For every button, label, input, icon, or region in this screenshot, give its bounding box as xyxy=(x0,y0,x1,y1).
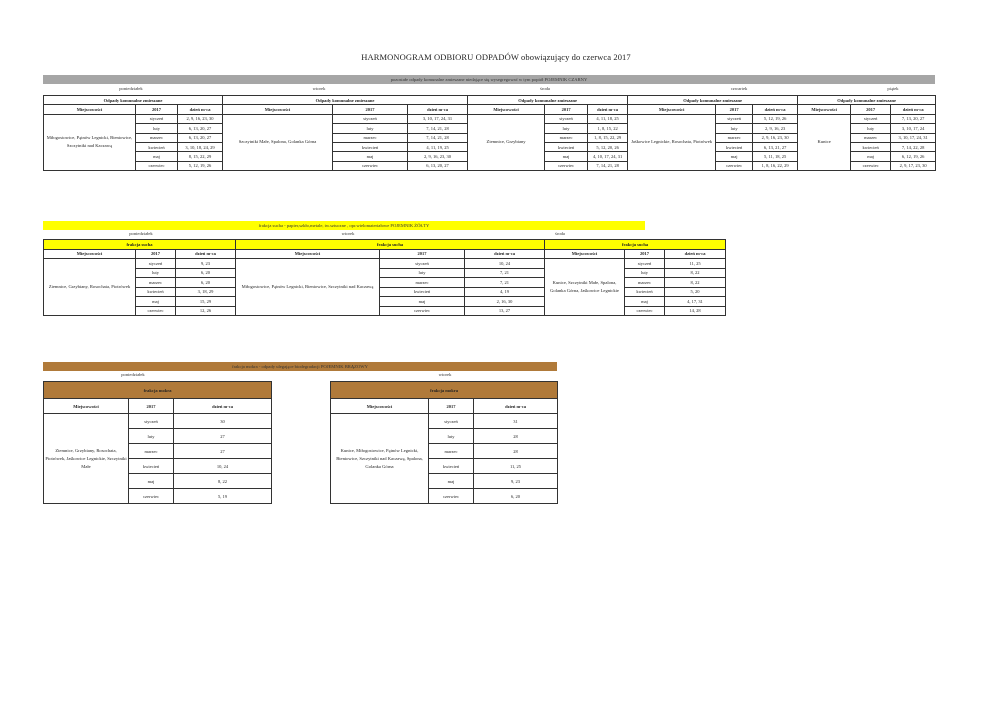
dates-cell: 11, 25 xyxy=(474,459,558,474)
day-label-tuesday: wtorek xyxy=(438,372,452,377)
month-cell: marzec xyxy=(136,278,176,288)
band-label: frakcja mokra xyxy=(44,382,272,399)
col-header-locations: Miejscowości xyxy=(798,105,851,114)
day-label-monday: poniedziałek xyxy=(129,231,153,236)
dates-cell: 9, 23 xyxy=(176,259,236,269)
col-header-locations: Miejscowości xyxy=(468,105,545,114)
col-header-year: 2017 xyxy=(851,105,891,114)
month-cell: luty xyxy=(545,124,588,133)
dates-cell: 5, 20 xyxy=(665,287,726,297)
month-cell: marzec xyxy=(625,278,665,288)
locations-cell: Kunice, Miłogostowice, Pątnów Legnicki, Bieniowice, Szczytniki nad Kaczawą, Spalona, Golanka Górna xyxy=(331,414,429,504)
wet-day-labels xyxy=(43,371,557,379)
month-cell: czerwiec xyxy=(136,161,178,170)
dates-cell: 6, 13, 21, 27 xyxy=(753,142,798,151)
dates-cell: 8, 15, 22, 29 xyxy=(178,152,223,161)
month-cell: kwiecień xyxy=(136,287,176,297)
dates-cell: 27 xyxy=(174,429,272,444)
dates-cell: 12, 26 xyxy=(176,306,236,316)
dates-cell: 7, 21 xyxy=(465,278,545,288)
wet-fraction-table-monday xyxy=(43,381,272,504)
col-header-locations: Miejscowości xyxy=(628,105,716,114)
dates-cell: 3, 10, 18, 24, 29 xyxy=(178,142,223,151)
col-header-locations: Miejscowości xyxy=(545,249,625,259)
day-label-wednesday: środa xyxy=(555,231,565,236)
col-header-year: 2017 xyxy=(136,249,176,259)
band-label: Odpady komunalne zmieszane xyxy=(798,96,936,105)
month-cell: kwiecień xyxy=(129,459,174,474)
month-cell: luty xyxy=(333,124,408,133)
month-cell: kwiecień xyxy=(429,459,474,474)
month-cell: kwiecień xyxy=(136,142,178,151)
col-header-locations: Miejscowości xyxy=(331,399,429,414)
col-header-year: 2017 xyxy=(129,399,174,414)
dry-band-row xyxy=(44,240,726,250)
dates-cell: 31 xyxy=(474,414,558,429)
dates-cell: 5, 12, 19, 26 xyxy=(178,161,223,170)
table-row xyxy=(44,259,726,269)
month-cell: styczeń xyxy=(136,259,176,269)
locations-cell: Miłogostowice, Pątnów Legnicki, Bieniowice, Szczytniki nad Kaczawą xyxy=(236,259,380,316)
col-header-dates: dzień m-ca xyxy=(176,249,236,259)
month-cell: kwiecień xyxy=(545,142,588,151)
dates-cell: 10, 24 xyxy=(465,259,545,269)
dates-cell: 7, 13, 20, 27 xyxy=(891,114,936,123)
dates-cell: 7, 14, 21, 28 xyxy=(408,124,468,133)
dates-cell: 28 xyxy=(474,429,558,444)
month-cell: marzec xyxy=(136,133,178,142)
dates-cell: 3, 10, 17, 24 xyxy=(891,124,936,133)
mixed-header-row xyxy=(44,105,936,114)
dates-cell: 1, 8, 15, 22 xyxy=(588,124,628,133)
month-cell: styczeń xyxy=(545,114,588,123)
col-header-locations: Miejscowości xyxy=(223,105,333,114)
col-header-dates: dzień m-ca xyxy=(891,105,936,114)
dates-cell: 3, 10, 17, 24, 31 xyxy=(891,133,936,142)
dates-cell: 4, 11, 19, 25 xyxy=(408,142,468,151)
dates-cell: 2, 9, 16, 23, 30 xyxy=(408,152,468,161)
band-label: frakcja sucha xyxy=(44,240,236,250)
month-cell: styczeń xyxy=(136,114,178,123)
dates-cell: 5, 19 xyxy=(174,489,272,504)
month-cell: maj xyxy=(716,152,753,161)
month-cell: maj xyxy=(851,152,891,161)
col-header-dates: dzień m-ca xyxy=(665,249,726,259)
col-header-dates: dzień m-ca xyxy=(474,399,558,414)
locations-cell: Ziemnice, Grzybiany, Rosochata, Piotrówek, Jaśkowice Legnickie, Szczytniki Małe xyxy=(44,414,129,504)
dates-cell: 5, 12, 20, 26 xyxy=(588,142,628,151)
dates-cell: 10, 24 xyxy=(174,459,272,474)
day-label-monday: poniedziałek xyxy=(119,86,143,91)
month-cell: luty xyxy=(851,124,891,133)
wet-header-row xyxy=(331,399,558,414)
month-cell: marzec xyxy=(429,444,474,459)
band-label: frakcja sucha xyxy=(545,240,726,250)
dates-cell: 6, 13, 20, 27 xyxy=(408,161,468,170)
page-title: HARMONOGRAM ODBIORU ODPADÓW obowiązujący do czerwca 2017 xyxy=(361,52,631,62)
locations-cell: Kunice xyxy=(798,114,851,170)
dates-cell: 30 xyxy=(174,414,272,429)
dates-cell: 7, 14, 22, 28 xyxy=(891,142,936,151)
dry-fraction-banner: frakcja sucha - papier,szkło,metale, tw.sztuczne , opr.wielomateriałowe POJEMNIK ŻÓŁTY xyxy=(43,221,645,230)
month-cell: marzec xyxy=(545,133,588,142)
band-label: Odpady komunalne zmieszane xyxy=(223,96,468,105)
mixed-waste-banner: pozostałe odpady komunalne zmieszane niedające się wysegregować w tym popiół POJEMNIK CZARNY xyxy=(43,75,935,84)
locations-cell: Ziemnice, Grzybiany xyxy=(468,114,545,170)
month-cell: maj xyxy=(333,152,408,161)
dates-cell: 4, 19 xyxy=(465,287,545,297)
month-cell: czerwiec xyxy=(625,306,665,316)
month-cell: czerwiec xyxy=(716,161,753,170)
col-header-locations: Miejscowości xyxy=(44,105,136,114)
dates-cell: 4, 10, 17, 24, 31 xyxy=(588,152,628,161)
month-cell: styczeń xyxy=(380,259,465,269)
day-label-wednesday: środa xyxy=(540,86,550,91)
table-row xyxy=(44,114,936,123)
mixed-waste-table xyxy=(43,95,936,171)
wet-band-row xyxy=(331,382,558,399)
dates-cell: 7, 21 xyxy=(465,268,545,278)
dates-cell: 13, 27 xyxy=(465,306,545,316)
dates-cell: 11, 25 xyxy=(665,259,726,269)
col-header-dates: dzień m-ca xyxy=(408,105,468,114)
dates-cell: 6, 13, 20, 27 xyxy=(178,124,223,133)
month-cell: marzec xyxy=(851,133,891,142)
month-cell: kwiecień xyxy=(380,287,465,297)
month-cell: luty xyxy=(129,429,174,444)
dates-cell: 7, 14, 21, 28 xyxy=(408,133,468,142)
mixed-day-labels xyxy=(43,85,935,93)
month-cell: luty xyxy=(625,268,665,278)
locations-cell: Jaśkowice Legnickie, Rosochata, Piotrówek xyxy=(628,114,716,170)
dates-cell: 5, 12, 19, 26 xyxy=(753,114,798,123)
month-cell: marzec xyxy=(129,444,174,459)
dates-cell: 6, 20 xyxy=(474,489,558,504)
col-header-dates: dzień m-ca xyxy=(174,399,272,414)
month-cell: maj xyxy=(429,474,474,489)
dates-cell: 5, 11, 18, 25 xyxy=(753,152,798,161)
dates-cell: 6, 13, 20, 27 xyxy=(178,133,223,142)
month-cell: kwiecień xyxy=(333,142,408,151)
day-label-tuesday: wtorek xyxy=(312,86,326,91)
band-label: frakcja sucha xyxy=(236,240,545,250)
month-cell: czerwiec xyxy=(545,161,588,170)
dates-cell: 14, 28 xyxy=(665,306,726,316)
col-header-locations: Miejscowości xyxy=(44,249,136,259)
table-row xyxy=(44,414,272,429)
dates-cell: 1, 8, 16, 22, 29 xyxy=(753,161,798,170)
wet-header-row xyxy=(44,399,272,414)
dates-cell: 8, 22 xyxy=(665,268,726,278)
day-label-monday: poniedziałek xyxy=(121,372,145,377)
col-header-year: 2017 xyxy=(380,249,465,259)
dates-cell: 9, 23 xyxy=(474,474,558,489)
month-cell: styczeń xyxy=(625,259,665,269)
month-cell: maj xyxy=(136,152,178,161)
dry-day-labels xyxy=(43,230,645,238)
month-cell: styczeń xyxy=(851,114,891,123)
col-header-dates: dzień m-ca xyxy=(588,105,628,114)
month-cell: styczeń xyxy=(333,114,408,123)
dates-cell: 3, 18, 29 xyxy=(176,287,236,297)
band-label: Odpady komunalne zmieszane xyxy=(44,96,223,105)
month-cell: marzec xyxy=(380,278,465,288)
col-header-year: 2017 xyxy=(545,105,588,114)
month-cell: luty xyxy=(716,124,753,133)
month-cell: maj xyxy=(545,152,588,161)
band-label: frakcja mokra xyxy=(331,382,558,399)
col-header-dates: dzień m-ca xyxy=(178,105,223,114)
month-cell: czerwiec xyxy=(380,306,465,316)
col-header-dates: dzień m-ca xyxy=(465,249,545,259)
month-cell: czerwiec xyxy=(136,306,176,316)
mixed-band-row xyxy=(44,96,936,105)
dates-cell: 8, 22 xyxy=(174,474,272,489)
dates-cell: 28 xyxy=(474,444,558,459)
dates-cell: 2, 9, 16, 23 xyxy=(753,124,798,133)
month-cell: kwiecień xyxy=(851,142,891,151)
month-cell: maj xyxy=(136,297,176,307)
locations-cell: Ziemnice, Grzybiany, Rosochata, Piotrówek xyxy=(44,259,136,316)
dates-cell: 6, 12, 19, 26 xyxy=(891,152,936,161)
month-cell: kwiecień xyxy=(716,142,753,151)
dates-cell: 4, 11, 18, 25 xyxy=(588,114,628,123)
dates-cell: 1, 8, 15, 22, 29 xyxy=(588,133,628,142)
band-label: Odpady komunalne zmieszane xyxy=(468,96,628,105)
month-cell: marzec xyxy=(716,133,753,142)
day-label-friday: piątek xyxy=(887,86,899,91)
locations-cell: Kunice, Szczytniki Małe, Spalona, Golanka Górna, Jaśkowice Legnickie xyxy=(545,259,625,316)
dates-cell: 2, 16, 30 xyxy=(465,297,545,307)
table-row xyxy=(331,414,558,429)
month-cell: luty xyxy=(136,124,178,133)
wet-fraction-banner: frakcja mokra - odpady ulegające biodegradacji POJEMNIK BRĄZOWY xyxy=(43,362,557,371)
dates-cell: 15, 29 xyxy=(176,297,236,307)
col-header-locations: Miejscowości xyxy=(44,399,129,414)
month-cell: czerwiec xyxy=(851,161,891,170)
col-header-locations: Miejscowości xyxy=(236,249,380,259)
col-header-year: 2017 xyxy=(716,105,753,114)
dates-cell: 7, 14, 21, 28 xyxy=(588,161,628,170)
wet-band-row xyxy=(44,382,272,399)
col-header-year: 2017 xyxy=(333,105,408,114)
month-cell: luty xyxy=(136,268,176,278)
month-cell: maj xyxy=(625,297,665,307)
month-cell: luty xyxy=(380,268,465,278)
month-cell: kwiecień xyxy=(625,287,665,297)
dates-cell: 6, 20 xyxy=(176,278,236,288)
dates-cell: 2, 9, 16, 23, 30 xyxy=(178,114,223,123)
dates-cell: 3, 10, 17, 24, 31 xyxy=(408,114,468,123)
month-cell: czerwiec xyxy=(333,161,408,170)
dates-cell: 2, 9, 16, 23, 30 xyxy=(753,133,798,142)
day-label-tuesday: wtorek xyxy=(341,231,355,236)
dates-cell: 8, 22 xyxy=(665,278,726,288)
locations-cell: Szczytniki Małe, Spalona, Golanka Górna xyxy=(223,114,333,170)
col-header-year: 2017 xyxy=(429,399,474,414)
dates-cell: 4, 17, 31 xyxy=(665,297,726,307)
col-header-year: 2017 xyxy=(136,105,178,114)
col-header-year: 2017 xyxy=(625,249,665,259)
month-cell: maj xyxy=(380,297,465,307)
dry-header-row xyxy=(44,249,726,259)
col-header-dates: dzień m-ca xyxy=(753,105,798,114)
month-cell: styczeń xyxy=(129,414,174,429)
wet-fraction-table-tuesday xyxy=(330,381,558,504)
month-cell: czerwiec xyxy=(129,489,174,504)
band-label: Odpady komunalne zmieszane xyxy=(628,96,798,105)
month-cell: styczeń xyxy=(429,414,474,429)
dates-cell: 6, 20 xyxy=(176,268,236,278)
month-cell: marzec xyxy=(333,133,408,142)
dry-fraction-table xyxy=(43,239,726,316)
month-cell: styczeń xyxy=(716,114,753,123)
dates-cell: 27 xyxy=(174,444,272,459)
month-cell: czerwiec xyxy=(429,489,474,504)
month-cell: luty xyxy=(429,429,474,444)
month-cell: maj xyxy=(129,474,174,489)
dates-cell: 2, 9, 17, 23, 30 xyxy=(891,161,936,170)
locations-cell: Miłogostowice, Pątnów Legnicki, Bieniowice, Szczytniki nad Kaczawą xyxy=(44,114,136,170)
day-label-thursday: czwartek xyxy=(730,86,748,91)
